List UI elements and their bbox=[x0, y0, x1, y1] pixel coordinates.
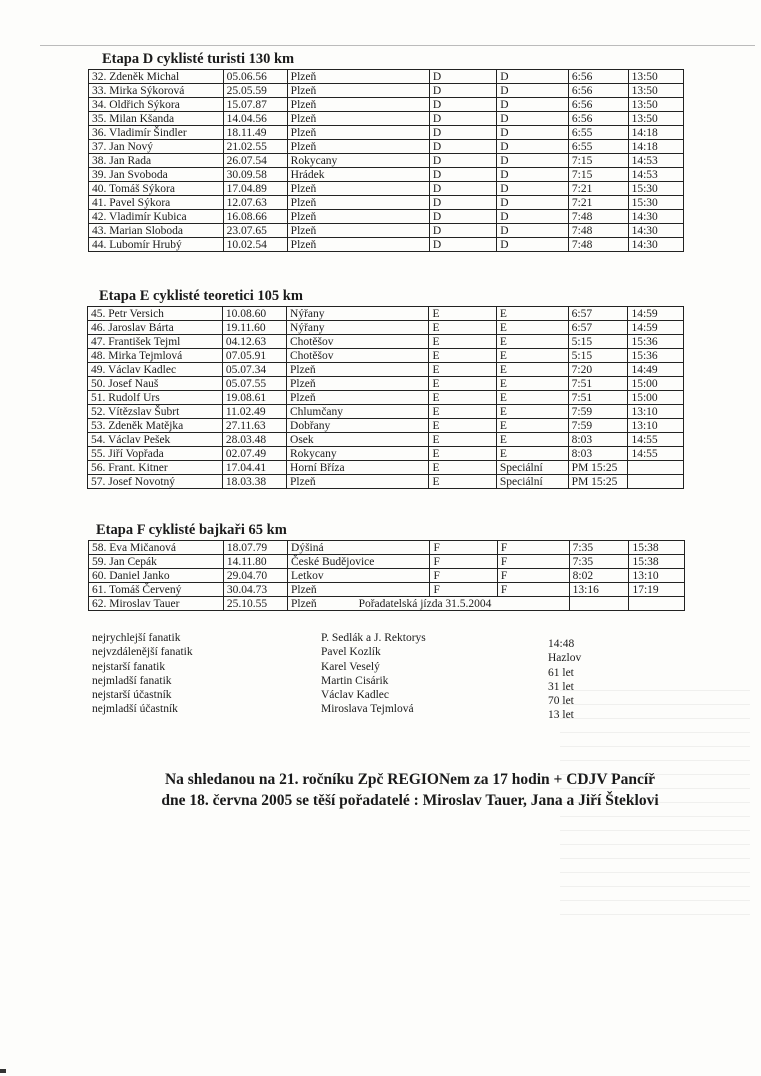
cell-name: 57. Josef Novotný bbox=[88, 475, 223, 489]
cell-empty bbox=[569, 597, 629, 611]
cell-start-time: 7:21 bbox=[568, 182, 628, 196]
table-row bbox=[89, 210, 684, 224]
cell-route: D bbox=[497, 84, 569, 98]
cell-start-time: 6:56 bbox=[568, 70, 628, 84]
cell-name: 53. Zdeněk Matějka bbox=[88, 419, 223, 433]
cell-finish-time: 13:50 bbox=[628, 112, 683, 126]
cell-category: E bbox=[429, 405, 496, 419]
cell-town: Plzeň bbox=[287, 126, 429, 140]
cell-town: Nýřany bbox=[287, 307, 429, 321]
cell-category: D bbox=[429, 196, 496, 210]
award-label: nejmladší účastník bbox=[92, 703, 178, 716]
cell-category: E bbox=[429, 475, 496, 489]
cell-category: D bbox=[429, 224, 496, 238]
cell-birthdate: 30.04.73 bbox=[223, 583, 287, 597]
cell-start-time: 7:20 bbox=[568, 363, 628, 377]
cell-town: Plzeň bbox=[287, 140, 429, 154]
cell-category: D bbox=[429, 70, 496, 84]
cell-category: F bbox=[430, 541, 497, 555]
cell-finish-time: 17:19 bbox=[629, 583, 685, 597]
cell-route: D bbox=[497, 98, 569, 112]
cell-town: Plzeň bbox=[287, 391, 429, 405]
cell-route: F bbox=[497, 555, 569, 569]
cell-birthdate: 25.05.59 bbox=[223, 84, 287, 98]
cell-birthdate: 04.12.63 bbox=[222, 335, 286, 349]
cell-town: Plzeň bbox=[287, 363, 429, 377]
cell-route: D bbox=[497, 154, 569, 168]
cell-birthdate: 30.09.58 bbox=[223, 168, 287, 182]
cell-name: 62. Miroslav Tauer bbox=[89, 597, 224, 611]
award-label: nejrychlejší fanatik bbox=[92, 632, 181, 644]
cell-town: Dobřany bbox=[287, 419, 429, 433]
cell-birthdate: 11.02.49 bbox=[222, 405, 286, 419]
table-row bbox=[89, 583, 685, 597]
scan-edge-mark bbox=[0, 1069, 6, 1073]
table-row bbox=[88, 461, 684, 475]
table-etapa-f bbox=[88, 540, 685, 611]
award-person: Miroslava Tejmlová bbox=[321, 703, 414, 716]
table-row bbox=[88, 447, 684, 461]
cell-category: D bbox=[429, 140, 496, 154]
cell-route: Speciální bbox=[496, 475, 568, 489]
cell-category: D bbox=[429, 182, 496, 196]
cell-start-time: 7:21 bbox=[568, 196, 628, 210]
table-row bbox=[89, 126, 684, 140]
cell-birthdate: 19.11.60 bbox=[222, 321, 286, 335]
cell-town: Plzeň bbox=[287, 475, 429, 489]
table-row bbox=[89, 196, 684, 210]
award-label: nejstarší účastník bbox=[92, 689, 172, 702]
table-row bbox=[88, 307, 684, 321]
cell-start-time: 8:02 bbox=[569, 569, 629, 583]
cell-town: Plzeň bbox=[288, 583, 430, 597]
cell-name: 45. Petr Versich bbox=[88, 307, 223, 321]
table-row bbox=[89, 569, 685, 583]
award-person: Pavel Kozlík bbox=[321, 646, 381, 659]
cell-category: E bbox=[429, 363, 496, 377]
cell-finish-time: 14:30 bbox=[628, 210, 683, 224]
cell-start-time: 6:57 bbox=[568, 307, 628, 321]
table-row bbox=[89, 70, 684, 84]
cell-start-time: 7:35 bbox=[569, 555, 629, 569]
cell-birthdate: 05.07.55 bbox=[222, 377, 286, 391]
cell-start-time: 5:15 bbox=[568, 335, 628, 349]
cell-start-time: 8:03 bbox=[568, 447, 628, 461]
cell-route: Speciální bbox=[496, 461, 568, 475]
cell-name: 32. Zdeněk Michal bbox=[89, 70, 224, 84]
cell-start-time: 7:15 bbox=[568, 154, 628, 168]
cell-start-time: 5:15 bbox=[568, 349, 628, 363]
cell-start-time: 7:48 bbox=[568, 210, 628, 224]
table-row bbox=[89, 154, 684, 168]
awards-values bbox=[548, 637, 581, 723]
cell-route: E bbox=[496, 335, 568, 349]
cell-start-time: 13:16 bbox=[569, 583, 629, 597]
cell-start-time: 6:56 bbox=[568, 98, 628, 112]
cell-finish-time: 15:00 bbox=[628, 377, 684, 391]
cell-town: Plzeň bbox=[287, 238, 429, 252]
cell-name: 38. Jan Rada bbox=[89, 154, 224, 168]
cell-birthdate: 05.06.56 bbox=[223, 70, 287, 84]
cell-town: Plzeň bbox=[287, 196, 429, 210]
award-label: nejmladší fanatik bbox=[92, 674, 172, 687]
cell-name: 51. Rudolf Urs bbox=[88, 391, 223, 405]
cell-category: E bbox=[429, 461, 496, 475]
cell-route: D bbox=[497, 140, 569, 154]
cell-birthdate: 10.08.60 bbox=[222, 307, 286, 321]
award-person: Karel Veselý bbox=[321, 660, 380, 673]
cell-town: Letkov bbox=[288, 569, 430, 583]
award-value: 31 let bbox=[548, 680, 574, 693]
cell-birthdate: 28.03.48 bbox=[222, 433, 286, 447]
cell-route: E bbox=[496, 447, 568, 461]
cell-start-time: 6:55 bbox=[568, 140, 628, 154]
cell-finish-time: 14:59 bbox=[628, 321, 684, 335]
cell-category: E bbox=[429, 433, 496, 447]
cell-start-time: 7:59 bbox=[568, 419, 628, 433]
table-row bbox=[88, 377, 684, 391]
table-row bbox=[89, 168, 684, 182]
cell-start-time: 8:03 bbox=[568, 433, 628, 447]
award-value: 14:48 bbox=[548, 638, 575, 650]
organizer-note: Pořadatelská jízda 31.5.2004 bbox=[358, 597, 492, 610]
cell-birthdate: 07.05.91 bbox=[222, 349, 286, 363]
cell-finish-time: 14:53 bbox=[628, 168, 683, 182]
cell-name: 54. Václav Pešek bbox=[88, 433, 223, 447]
cell-town: Chotěšov bbox=[287, 335, 429, 349]
cell-finish-time: 14:18 bbox=[628, 126, 683, 140]
cell-category: E bbox=[429, 447, 496, 461]
table-row bbox=[88, 363, 684, 377]
cell-start-time: 7:59 bbox=[568, 405, 628, 419]
cell-empty bbox=[629, 597, 685, 611]
cell-route: E bbox=[496, 419, 568, 433]
cell-category: F bbox=[430, 583, 497, 597]
cell-finish-time: 15:30 bbox=[628, 196, 683, 210]
cell-town: Plzeň bbox=[287, 224, 429, 238]
cell-name: 50. Josef Nauš bbox=[88, 377, 223, 391]
cell-birthdate: 14.11.80 bbox=[223, 555, 287, 569]
cell-name: 35. Milan Kšanda bbox=[89, 112, 224, 126]
cell-finish-time: 13:50 bbox=[628, 84, 683, 98]
cell-name: 49. Václav Kadlec bbox=[88, 363, 223, 377]
cell-name: 58. Eva Mičanová bbox=[89, 541, 224, 555]
cell-finish-time: 14:53 bbox=[628, 154, 683, 168]
table-row bbox=[89, 182, 684, 196]
cell-birthdate: 16.08.66 bbox=[223, 210, 287, 224]
cell-birthdate: 26.07.54 bbox=[223, 154, 287, 168]
cell-name: 40. Tomáš Sýkora bbox=[89, 182, 224, 196]
cell-birthdate: 17.04.89 bbox=[223, 182, 287, 196]
awards-people bbox=[321, 631, 426, 717]
cell-category: D bbox=[429, 84, 496, 98]
cell-finish-time bbox=[628, 475, 684, 489]
award-person: Václav Kadlec bbox=[321, 689, 390, 702]
table-etapa-e bbox=[87, 306, 684, 489]
cell-birthdate: 10.02.54 bbox=[223, 238, 287, 252]
cell-route: D bbox=[497, 182, 569, 196]
cell-route: E bbox=[496, 377, 568, 391]
cell-route: D bbox=[497, 112, 569, 126]
cell-start-time: 6:56 bbox=[568, 84, 628, 98]
cell-town: Chotěšov bbox=[287, 349, 429, 363]
cell-finish-time: 15:00 bbox=[628, 391, 684, 405]
cell-route: F bbox=[497, 541, 569, 555]
cell-route: E bbox=[496, 349, 568, 363]
closing-line: dne 18. června 2005 se těší pořadatelé : Miroslav Tauer, Jana a Jiří Šteklovi bbox=[161, 792, 659, 809]
cell-start-time: 6:57 bbox=[568, 321, 628, 335]
cell-birthdate: 27.11.63 bbox=[222, 419, 286, 433]
cell-route: D bbox=[497, 224, 569, 238]
table-row-organizer bbox=[89, 597, 685, 611]
cell-start-time: 7:51 bbox=[568, 391, 628, 405]
cell-finish-time: 13:50 bbox=[628, 70, 683, 84]
cell-town: Plzeň bbox=[287, 182, 429, 196]
table-row bbox=[88, 321, 684, 335]
cell-town: Plzeň bbox=[287, 210, 429, 224]
award-value: 13 let bbox=[548, 709, 574, 722]
cell-start-time: 6:55 bbox=[568, 126, 628, 140]
table-row bbox=[88, 475, 684, 489]
cell-town: Osek bbox=[287, 433, 429, 447]
cell-route: E bbox=[496, 363, 568, 377]
table-row bbox=[88, 405, 684, 419]
award-label: nejvzdálenější fanatik bbox=[92, 646, 193, 659]
cell-route: D bbox=[497, 126, 569, 140]
cell-name: 47. František Tejml bbox=[88, 335, 223, 349]
cell-start-time: 6:56 bbox=[568, 112, 628, 126]
cell-finish-time: 14:55 bbox=[628, 447, 684, 461]
cell-start-time: 7:15 bbox=[568, 168, 628, 182]
section-title-etapa-d: Etapa D cyklisté turisti 130 km bbox=[102, 51, 295, 67]
cell-name: 46. Jaroslav Bárta bbox=[88, 321, 223, 335]
table-etapa-d bbox=[88, 69, 684, 252]
page-top-rule bbox=[40, 45, 755, 46]
cell-route: D bbox=[497, 210, 569, 224]
cell-category: F bbox=[430, 569, 497, 583]
cell-name: 44. Lubomír Hrubý bbox=[89, 238, 224, 252]
cell-category: E bbox=[429, 349, 496, 363]
cell-town: Rokycany bbox=[287, 447, 429, 461]
table-row bbox=[88, 433, 684, 447]
cell-route: F bbox=[497, 569, 569, 583]
table-row bbox=[89, 140, 684, 154]
cell-start-time: 7:48 bbox=[568, 224, 628, 238]
closing-line: Na shledanou na 21. ročníku Zpč REGIONem za 17 hodin + CDJV Pancíř bbox=[164, 771, 656, 788]
cell-finish-time: 14:18 bbox=[628, 140, 683, 154]
cell-birthdate: 18.07.79 bbox=[223, 541, 287, 555]
award-value: Hazlov bbox=[548, 652, 582, 665]
cell-name: 55. Jiří Vopřada bbox=[88, 447, 223, 461]
section-title-etapa-f: Etapa F cyklisté bajkaři 65 km bbox=[96, 522, 287, 538]
table-row bbox=[88, 419, 684, 433]
cell-category: E bbox=[429, 335, 496, 349]
cell-finish-time: 13:10 bbox=[629, 569, 685, 583]
cell-town-note bbox=[288, 597, 570, 611]
table-row bbox=[89, 112, 684, 126]
cell-finish-time: 13:50 bbox=[628, 98, 683, 112]
cell-start-time: 7:48 bbox=[568, 238, 628, 252]
table-row bbox=[89, 238, 684, 252]
cell-category: F bbox=[430, 555, 497, 569]
cell-name: 60. Daniel Janko bbox=[89, 569, 224, 583]
cell-town: Horní Bříza bbox=[287, 461, 429, 475]
table-row bbox=[89, 98, 684, 112]
cell-category: D bbox=[429, 154, 496, 168]
cell-town: Plzeň bbox=[287, 70, 429, 84]
cell-finish-time: 14:55 bbox=[628, 433, 684, 447]
cell-name: 59. Jan Cepák bbox=[89, 555, 224, 569]
cell-start-time: PM 15:25 bbox=[568, 475, 628, 489]
cell-birthdate: 19.08.61 bbox=[222, 391, 286, 405]
award-value: 61 let bbox=[548, 666, 574, 679]
cell-name: 41. Pavel Sýkora bbox=[89, 196, 224, 210]
table-row bbox=[89, 555, 685, 569]
cell-category: D bbox=[429, 168, 496, 182]
cell-town: České Budějovice bbox=[288, 555, 430, 569]
cell-finish-time: 14:59 bbox=[628, 307, 684, 321]
cell-finish-time: 15:36 bbox=[628, 349, 684, 363]
table-row bbox=[88, 391, 684, 405]
cell-birthdate: 05.07.34 bbox=[222, 363, 286, 377]
cell-name: 61. Tomáš Červený bbox=[89, 583, 224, 597]
cell-town: Nýřany bbox=[287, 321, 429, 335]
award-label: nejstarší fanatik bbox=[92, 660, 166, 673]
cell-category: E bbox=[429, 307, 496, 321]
cell-finish-time: 14:30 bbox=[628, 238, 683, 252]
cell-finish-time: 13:10 bbox=[628, 419, 684, 433]
cell-birthdate: 14.04.56 bbox=[223, 112, 287, 126]
cell-route: D bbox=[497, 196, 569, 210]
cell-route: D bbox=[497, 238, 569, 252]
award-person: P. Sedlák a J. Rektorys bbox=[321, 632, 426, 644]
cell-birthdate: 25.10.55 bbox=[223, 597, 287, 611]
cell-start-time: 7:35 bbox=[569, 541, 629, 555]
cell-category: D bbox=[429, 126, 496, 140]
cell-birthdate: 02.07.49 bbox=[222, 447, 286, 461]
section-title-etapa-e: Etapa E cyklisté teoretici 105 km bbox=[99, 288, 303, 304]
cell-finish-time: 14:30 bbox=[628, 224, 683, 238]
table-row bbox=[89, 84, 684, 98]
cell-route: F bbox=[497, 583, 569, 597]
table-row bbox=[88, 335, 684, 349]
cell-name: 34. Oldřich Sýkora bbox=[89, 98, 224, 112]
table-row bbox=[89, 541, 685, 555]
cell-category: D bbox=[429, 112, 496, 126]
cell-route: E bbox=[496, 405, 568, 419]
cell-route: E bbox=[496, 321, 568, 335]
cell-finish-time: 14:49 bbox=[628, 363, 684, 377]
cell-town: Hrádek bbox=[287, 168, 429, 182]
cell-category: D bbox=[429, 238, 496, 252]
cell-route: D bbox=[497, 168, 569, 182]
cell-start-time: 7:51 bbox=[568, 377, 628, 391]
cell-route: D bbox=[497, 70, 569, 84]
cell-town: Plzeň bbox=[291, 597, 317, 610]
cell-town: Plzeň bbox=[287, 112, 429, 126]
cell-finish-time: 15:38 bbox=[629, 555, 685, 569]
cell-name: 48. Mirka Tejmlová bbox=[88, 349, 223, 363]
cell-name: 56. Frant. Kitner bbox=[88, 461, 223, 475]
cell-name: 36. Vladimír Šindler bbox=[89, 126, 224, 140]
cell-name: 52. Vítězslav Šubrt bbox=[88, 405, 223, 419]
cell-birthdate: 29.04.70 bbox=[223, 569, 287, 583]
cell-name: 37. Jan Nový bbox=[89, 140, 224, 154]
cell-finish-time: 15:38 bbox=[629, 541, 685, 555]
cell-category: D bbox=[429, 98, 496, 112]
cell-name: 43. Marian Sloboda bbox=[89, 224, 224, 238]
cell-name: 42. Vladimír Kubica bbox=[89, 210, 224, 224]
cell-route: E bbox=[496, 433, 568, 447]
cell-town: Plzeň bbox=[287, 84, 429, 98]
cell-finish-time: 15:30 bbox=[628, 182, 683, 196]
cell-route: E bbox=[496, 307, 568, 321]
cell-town: Chlumčany bbox=[287, 405, 429, 419]
cell-name: 33. Mirka Sýkorová bbox=[89, 84, 224, 98]
cell-category: D bbox=[429, 210, 496, 224]
cell-name: 39. Jan Svoboda bbox=[89, 168, 224, 182]
cell-town: Plzeň bbox=[287, 98, 429, 112]
cell-finish-time: 15:36 bbox=[628, 335, 684, 349]
awards-labels bbox=[92, 631, 193, 717]
cell-category: E bbox=[429, 321, 496, 335]
cell-category: E bbox=[429, 419, 496, 433]
cell-category: E bbox=[429, 377, 496, 391]
cell-finish-time bbox=[628, 461, 684, 475]
award-person: Martin Cisárik bbox=[321, 674, 389, 687]
cell-birthdate: 18.11.49 bbox=[223, 126, 287, 140]
cell-town: Rokycany bbox=[287, 154, 429, 168]
cell-route: E bbox=[496, 391, 568, 405]
cell-birthdate: 17.04.41 bbox=[222, 461, 286, 475]
cell-category: E bbox=[429, 391, 496, 405]
award-value: 70 let bbox=[548, 695, 574, 708]
cell-town: Plzeň bbox=[287, 377, 429, 391]
cell-finish-time: 13:10 bbox=[628, 405, 684, 419]
cell-birthdate: 15.07.87 bbox=[223, 98, 287, 112]
closing-invitation bbox=[90, 769, 730, 811]
cell-birthdate: 23.07.65 bbox=[223, 224, 287, 238]
cell-start-time: PM 15:25 bbox=[568, 461, 628, 475]
table-row bbox=[88, 349, 684, 363]
table-row bbox=[89, 224, 684, 238]
cell-birthdate: 18.03.38 bbox=[222, 475, 286, 489]
cell-town: Dýšiná bbox=[288, 541, 430, 555]
cell-birthdate: 21.02.55 bbox=[223, 140, 287, 154]
cell-birthdate: 12.07.63 bbox=[223, 196, 287, 210]
